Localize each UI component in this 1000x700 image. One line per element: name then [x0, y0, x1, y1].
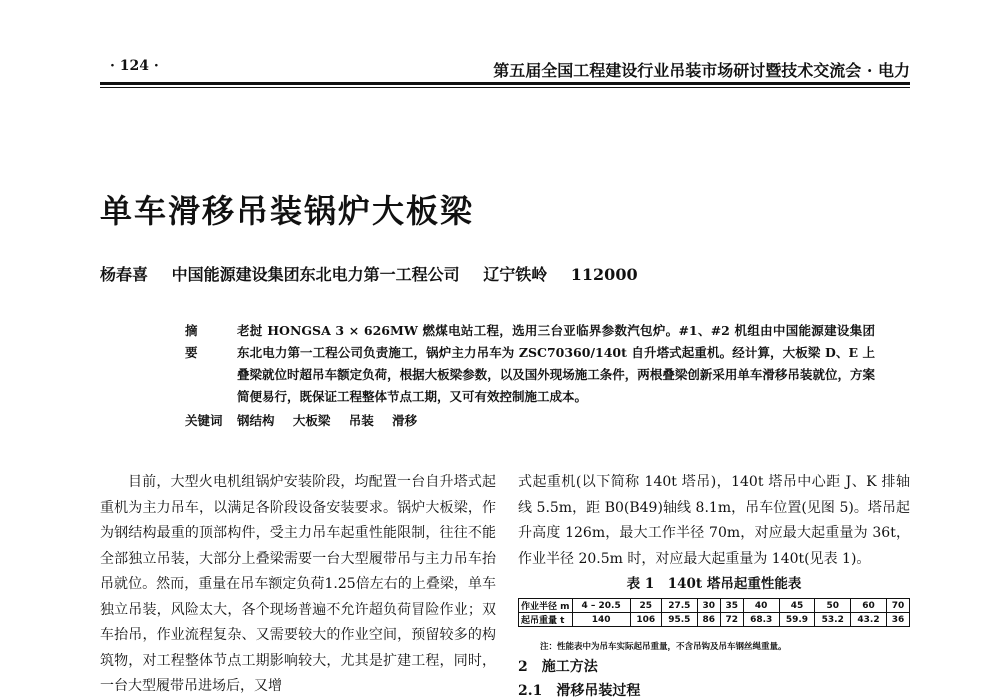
- section-heading: 2 施工方法: [518, 659, 598, 675]
- author-location: 辽宁铁岭: [483, 265, 548, 284]
- abstract-block: [185, 320, 875, 432]
- table-cell: 53.2: [815, 613, 851, 627]
- header-rule-thick: [100, 82, 910, 85]
- crane-performance-table: [518, 598, 910, 627]
- body-right-column: 式起重机(以下简称 140t 塔吊)，140t 塔吊中心距 J、K 排轴线 5.5m，距 B0(B49)轴线 8.1m，吊车位置(见图 5)。塔吊起升高度 126m，最大工作半径 70m，对应最大起重量为 36t，作业半径 20.5m 时，对应最大起重量为 140t(见表 1)。: [518, 474, 910, 567]
- table-cell: 36: [886, 613, 909, 627]
- keywords-label: 关键词: [185, 413, 223, 428]
- subsection-heading: 2.1 滑移吊装过程: [518, 683, 641, 699]
- table-cell: 140: [572, 613, 630, 627]
- table-cell: 70: [886, 599, 909, 613]
- table-cell: 72: [720, 613, 743, 627]
- table-row-header: 起吊重量 t: [519, 613, 573, 627]
- table-cell: 50: [815, 599, 851, 613]
- table-cell: 35: [720, 599, 743, 613]
- table-cell: 59.9: [779, 613, 815, 627]
- table-cell: 27.5: [661, 599, 697, 613]
- table-cell: 40: [743, 599, 779, 613]
- table-cell: 60: [851, 599, 887, 613]
- table-caption: 表 1 140t 塔吊起重性能表: [626, 576, 802, 592]
- keyword: 吊装: [348, 413, 374, 428]
- table-cell: 30: [697, 599, 720, 613]
- table-row: [519, 599, 910, 613]
- author-postcode: 112000: [570, 265, 638, 284]
- table-note: 注：性能表中为吊车实际起吊重量，不含吊钩及吊车钢丝绳重量。: [540, 642, 787, 652]
- author-name: 杨春喜: [100, 265, 149, 284]
- author-affiliation: 中国能源建设集团东北电力第一工程公司: [171, 265, 460, 284]
- abstract-label: 摘 要: [185, 323, 206, 360]
- table-row-header: 作业半径 m: [519, 599, 573, 613]
- keyword: 钢结构: [237, 413, 275, 428]
- header-rule-thin: [100, 87, 910, 88]
- table-cell: 43.2: [851, 613, 887, 627]
- keyword: 滑移: [392, 413, 418, 428]
- page-header: [100, 58, 910, 80]
- table-cell: 45: [779, 599, 815, 613]
- table-row: [519, 613, 910, 627]
- table-cell: 95.5: [661, 613, 697, 627]
- table-cell: 106: [630, 613, 661, 627]
- table-cell: 86: [697, 613, 720, 627]
- table-cell: 4 – 20.5: [572, 599, 630, 613]
- body-left-column: 目前，大型火电机组锅炉安装阶段，均配置一台自升塔式起重机为主力吊车，以满足各阶段设备安装要求。锅炉大板梁，作为钢结构最重的顶部构件，受主力吊车起重性能限制，往往不能全部独立吊装，大部分上叠梁需要一台大型履带吊与主力吊车抬吊就位。然而，重量在吊车额定负荷1.25倍左右的上叠梁，单车独立吊装，风险太大，各个现场普遍不允许超负荷冒险作业；双车抬吊，作业流程复杂、又需要较大的作业空间，预留较多的构筑物，对工程整体节点工期影响较大，尤其是扩建工程，同时，一台大型履带吊进场后，又增: [100, 474, 496, 694]
- author-line: [100, 262, 656, 285]
- paper-title: 单车滑移吊装锅炉大板梁: [100, 192, 475, 230]
- page-number: · 124 ·: [110, 58, 159, 74]
- abstract-text: 老挝 HONGSA 3 × 626MW 燃煤电站工程，选用三台亚临界参数汽包炉。#1、#2 机组由中国能源建设集团东北电力第一工程公司负责施工，锅炉主力吊车为 ZSC70360/140t 自升塔式起重机。经计算，大板梁 D、E 上叠梁就位时超吊车额定负荷，根据大板梁参数，以及国外现场施工条件，两根叠梁创新采用单车滑移吊装就位，方案简便易行，既保证工程整体节点工期，又可有效控制施工成本。: [237, 323, 875, 404]
- keyword: 大板梁: [292, 413, 331, 428]
- keywords-row: [185, 410, 875, 432]
- table-cell: 68.3: [743, 613, 779, 627]
- conference-title: 第五届全国工程建设行业吊装市场研讨暨技术交流会 · 电力: [493, 61, 910, 80]
- table-cell: 25: [630, 599, 661, 613]
